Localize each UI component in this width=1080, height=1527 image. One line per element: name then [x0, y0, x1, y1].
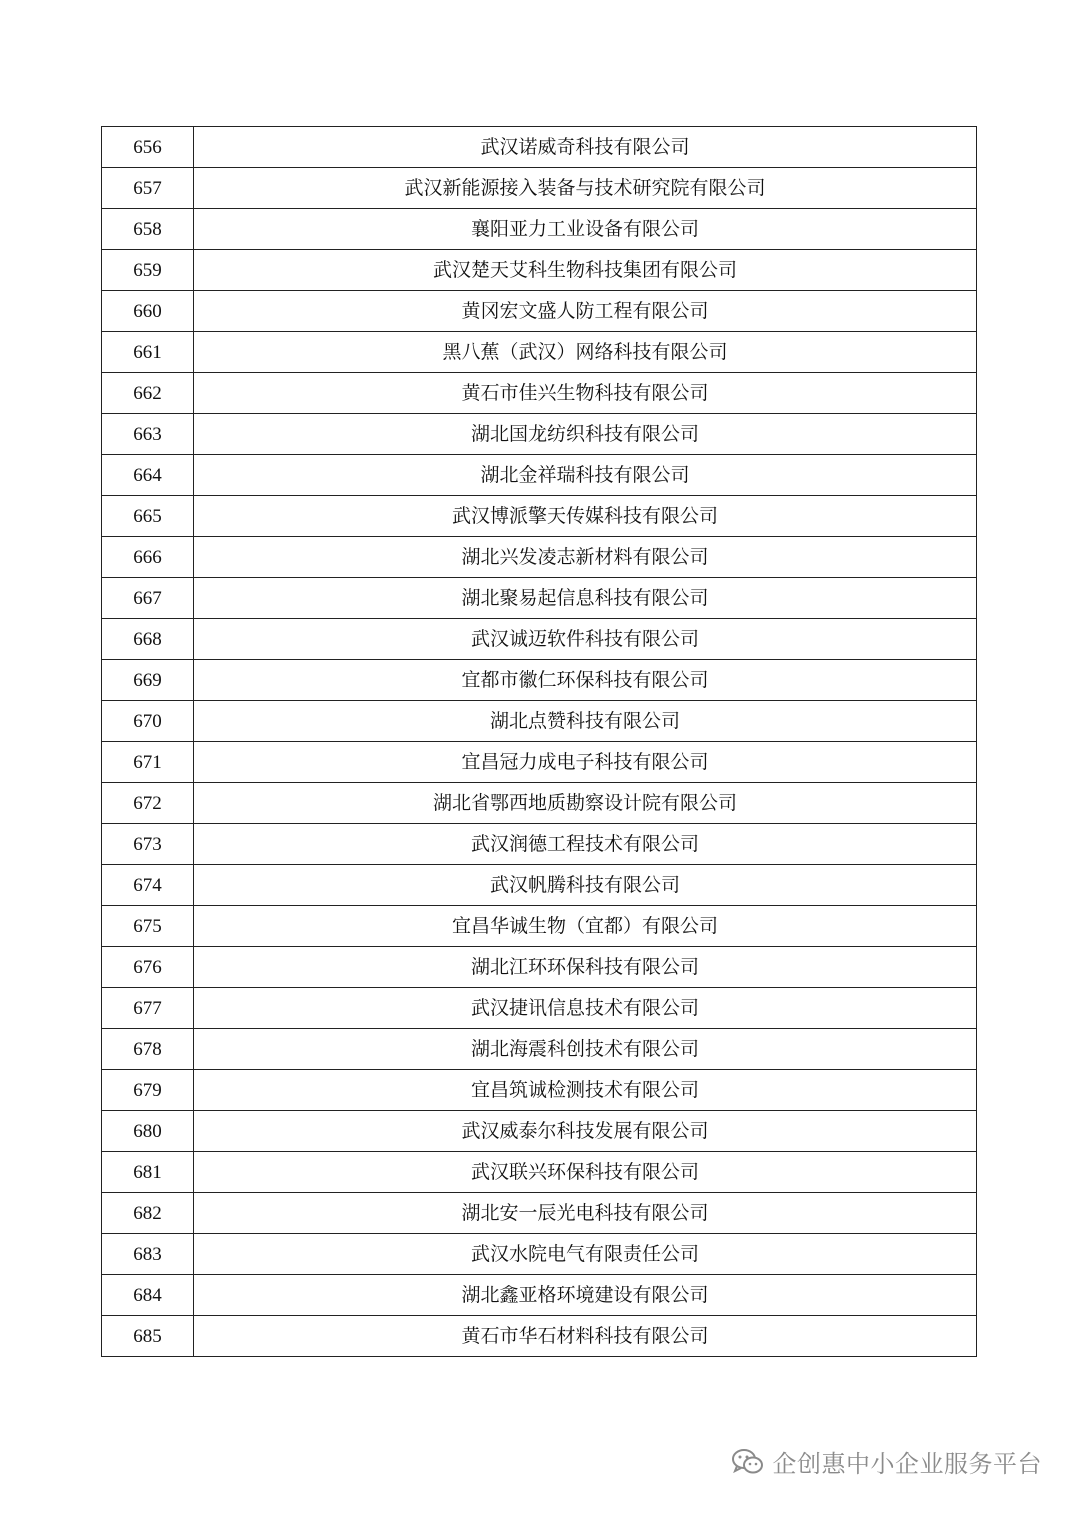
table-row	[102, 414, 977, 455]
company-name: 宜都市徽仁环保科技有限公司	[194, 660, 977, 701]
row-number: 677	[102, 988, 194, 1029]
row-number: 657	[102, 168, 194, 209]
table-row	[102, 660, 977, 701]
company-name: 湖北江环环保科技有限公司	[194, 947, 977, 988]
table-row	[102, 1070, 977, 1111]
row-number: 670	[102, 701, 194, 742]
table-row	[102, 578, 977, 619]
table-row	[102, 906, 977, 947]
row-number: 659	[102, 250, 194, 291]
company-name: 武汉联兴环保科技有限公司	[194, 1152, 977, 1193]
company-name: 湖北聚易起信息科技有限公司	[194, 578, 977, 619]
row-number: 662	[102, 373, 194, 414]
company-name: 湖北金祥瑞科技有限公司	[194, 455, 977, 496]
table-row	[102, 332, 977, 373]
table-row	[102, 783, 977, 824]
row-number: 680	[102, 1111, 194, 1152]
company-name: 宜昌冠力成电子科技有限公司	[194, 742, 977, 783]
row-number: 667	[102, 578, 194, 619]
table-row	[102, 250, 977, 291]
company-name: 武汉水院电气有限责任公司	[194, 1234, 977, 1275]
watermark	[731, 1444, 1043, 1479]
table-row	[102, 1152, 977, 1193]
company-name: 湖北点赞科技有限公司	[194, 701, 977, 742]
row-number: 676	[102, 947, 194, 988]
company-name: 武汉楚天艾科生物科技集团有限公司	[194, 250, 977, 291]
row-number: 673	[102, 824, 194, 865]
table-row	[102, 455, 977, 496]
table-row	[102, 373, 977, 414]
row-number: 675	[102, 906, 194, 947]
company-name: 黄石市佳兴生物科技有限公司	[194, 373, 977, 414]
table-row	[102, 168, 977, 209]
row-number: 658	[102, 209, 194, 250]
row-number: 679	[102, 1070, 194, 1111]
row-number: 685	[102, 1316, 194, 1357]
row-number: 664	[102, 455, 194, 496]
table-row	[102, 209, 977, 250]
row-number: 674	[102, 865, 194, 906]
table-body	[102, 127, 977, 1357]
table-row	[102, 824, 977, 865]
table-row	[102, 1193, 977, 1234]
company-name: 武汉捷讯信息技术有限公司	[194, 988, 977, 1029]
company-name: 宜昌筑诚检测技术有限公司	[194, 1070, 977, 1111]
row-number: 684	[102, 1275, 194, 1316]
company-name: 武汉威泰尔科技发展有限公司	[194, 1111, 977, 1152]
company-name: 武汉润德工程技术有限公司	[194, 824, 977, 865]
company-name: 武汉博派擎天传媒科技有限公司	[194, 496, 977, 537]
table-row	[102, 496, 977, 537]
row-number: 666	[102, 537, 194, 578]
table-row	[102, 127, 977, 168]
table-row	[102, 1029, 977, 1070]
wechat-icon	[731, 1448, 765, 1476]
row-number: 660	[102, 291, 194, 332]
row-number: 665	[102, 496, 194, 537]
table-row	[102, 1316, 977, 1357]
table-row	[102, 865, 977, 906]
row-number: 668	[102, 619, 194, 660]
table-row	[102, 291, 977, 332]
company-name: 湖北国龙纺织科技有限公司	[194, 414, 977, 455]
row-number: 663	[102, 414, 194, 455]
row-number: 671	[102, 742, 194, 783]
company-name: 湖北安一辰光电科技有限公司	[194, 1193, 977, 1234]
row-number: 683	[102, 1234, 194, 1275]
company-name: 黑八蕉（武汉）网络科技有限公司	[194, 332, 977, 373]
table-row	[102, 1234, 977, 1275]
table-row	[102, 619, 977, 660]
table-row	[102, 1275, 977, 1316]
company-name: 湖北鑫亚格环境建设有限公司	[194, 1275, 977, 1316]
company-name: 湖北省鄂西地质勘察设计院有限公司	[194, 783, 977, 824]
company-name: 湖北兴发凌志新材料有限公司	[194, 537, 977, 578]
table-row	[102, 701, 977, 742]
table-row	[102, 947, 977, 988]
company-name: 黄冈宏文盛人防工程有限公司	[194, 291, 977, 332]
company-name: 襄阳亚力工业设备有限公司	[194, 209, 977, 250]
row-number: 678	[102, 1029, 194, 1070]
company-name: 湖北海震科创技术有限公司	[194, 1029, 977, 1070]
company-name: 武汉帆腾科技有限公司	[194, 865, 977, 906]
table-row	[102, 742, 977, 783]
row-number: 672	[102, 783, 194, 824]
company-list-table	[101, 126, 977, 1357]
row-number: 661	[102, 332, 194, 373]
table-row	[102, 988, 977, 1029]
company-name: 宜昌华诚生物（宜都）有限公司	[194, 906, 977, 947]
table-row	[102, 1111, 977, 1152]
company-name: 武汉诺威奇科技有限公司	[194, 127, 977, 168]
table-row	[102, 537, 977, 578]
company-name: 武汉诚迈软件科技有限公司	[194, 619, 977, 660]
row-number: 682	[102, 1193, 194, 1234]
company-name: 黄石市华石材料科技有限公司	[194, 1316, 977, 1357]
row-number: 669	[102, 660, 194, 701]
company-name: 武汉新能源接入装备与技术研究院有限公司	[194, 168, 977, 209]
row-number: 681	[102, 1152, 194, 1193]
row-number: 656	[102, 127, 194, 168]
watermark-text: 企创惠中小企业服务平台	[772, 1450, 1042, 1478]
